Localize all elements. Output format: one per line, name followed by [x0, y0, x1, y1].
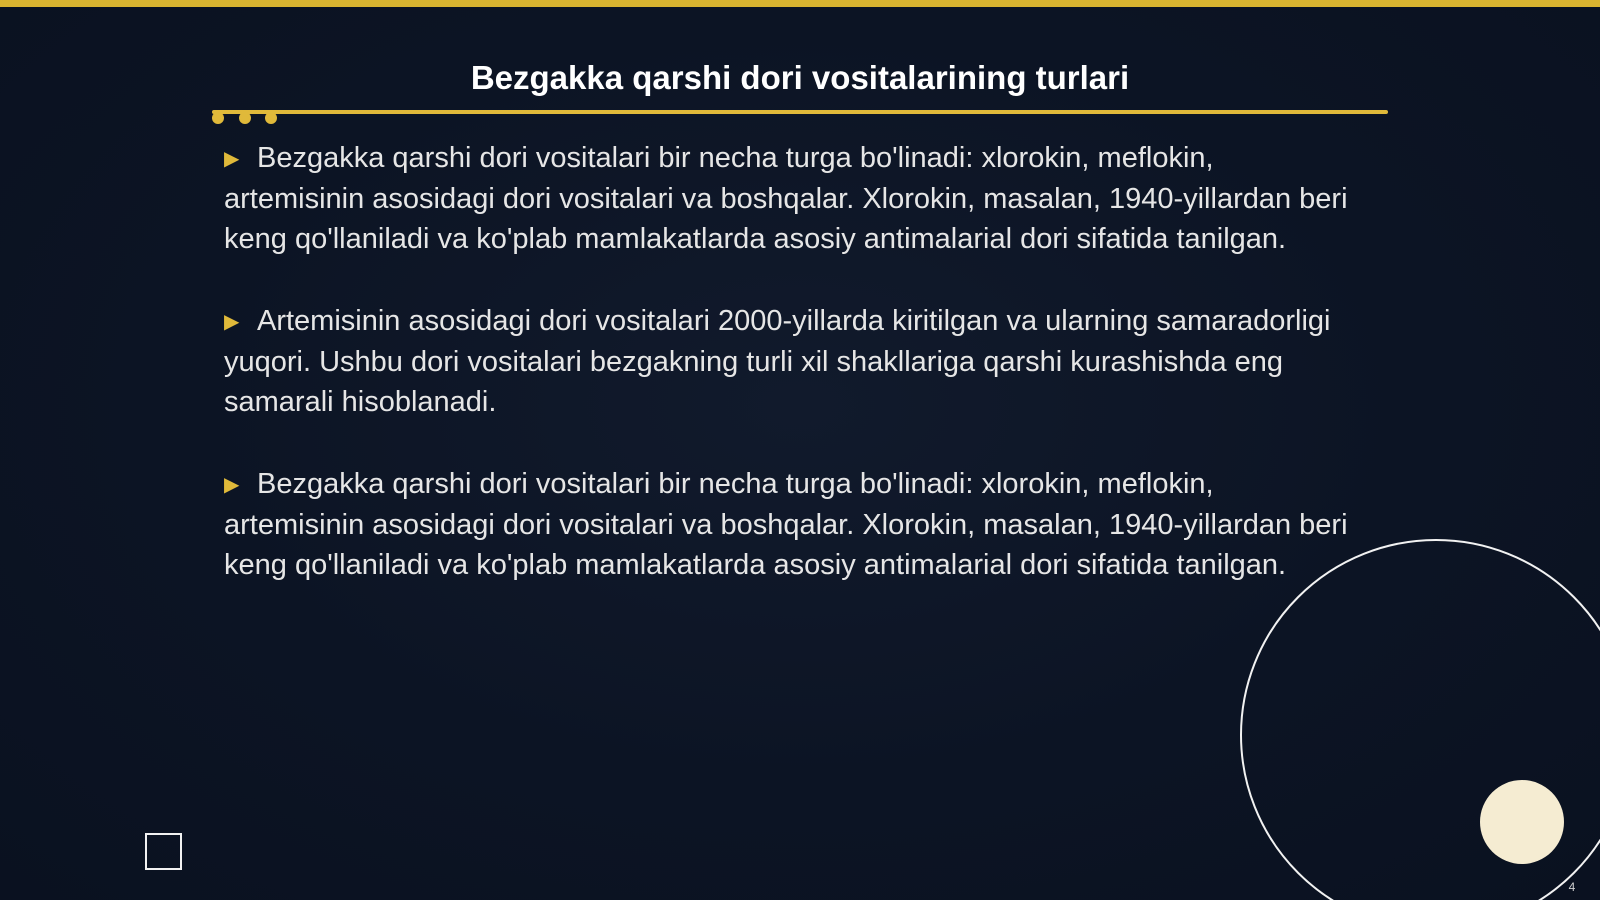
decor-dot-1: [212, 112, 224, 124]
bullet-text: Artemisinin asosidagi dori vositalari 2000-yillarda kiritilgan va ularning samaradorligi yuqori. Ushbu dori vositalari bezgakning turli xil shakllariga qarshi kurashishda eng samarali hisoblanadi.: [224, 305, 1331, 418]
decor-square-outline: [145, 833, 182, 870]
bullet-text: Bezgakka qarshi dori vositalari bir necha turga bo'linadi: xlorokin, meflokin, artemisinin asosidagi dori vositalari va boshqalar. Xlorokin, masalan, 1940-yillardan beri keng qo'llaniladi va ko'plab mamlakatlarda asosiy antimalarial dori sifatida tanilgan.: [224, 142, 1348, 255]
top-accent-bar: [0, 0, 1600, 7]
bullet-item: [224, 464, 1354, 585]
decor-dot-2: [239, 112, 251, 124]
slide-title: Bezgakka qarshi dori vositalarining turlari: [470, 59, 1130, 96]
triangle-bullet-icon: ▶: [224, 148, 240, 170]
bullet-text: Bezgakka qarshi dori vositalari bir necha turga bo'linadi: xlorokin, meflokin, artemisinin asosidagi dori vositalari va boshqalar. Xlorokin, masalan, 1940-yillardan beri keng qo'llaniladi va ko'plab mamlakatlarda asosiy antimalarial dori sifatida tanilgan.: [224, 468, 1348, 581]
bullet-item: [224, 138, 1354, 259]
triangle-bullet-icon: ▶: [224, 474, 240, 496]
title-underline: [212, 110, 1388, 114]
decor-dot-3: [265, 112, 277, 124]
triangle-bullet-icon: ▶: [224, 311, 240, 333]
bullet-item: [224, 301, 1354, 422]
page-number: 4: [1568, 880, 1576, 894]
decor-circle-filled: [1480, 780, 1564, 864]
bullet-list: [224, 138, 1354, 627]
